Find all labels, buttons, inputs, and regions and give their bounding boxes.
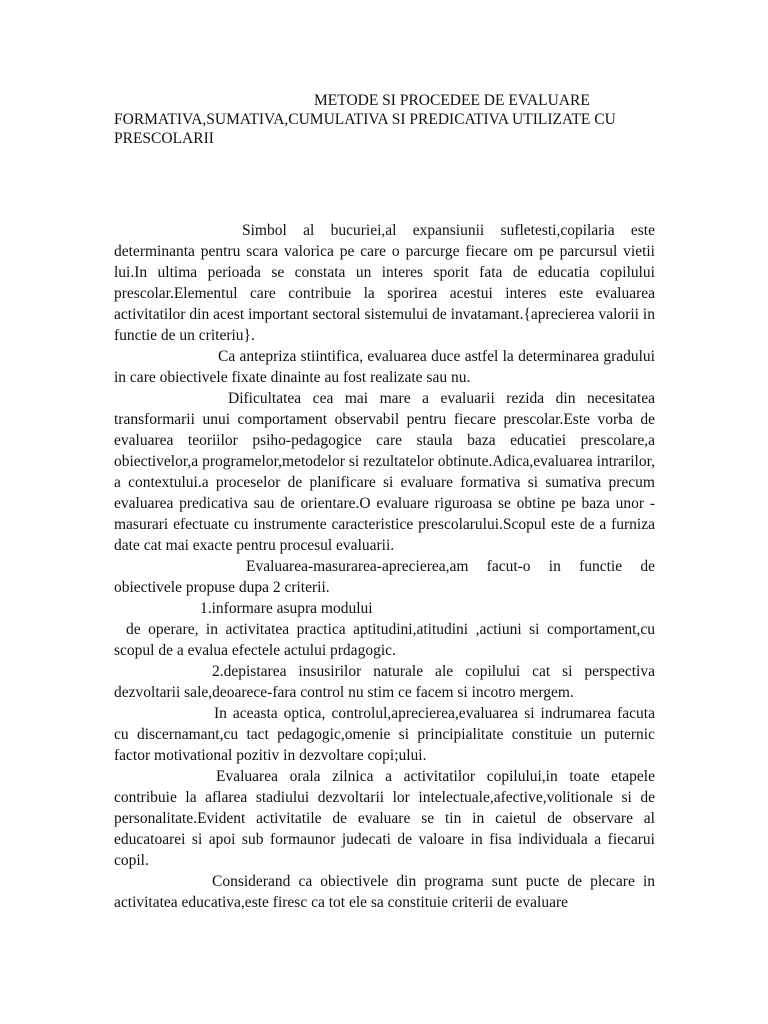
criterion-1-heading: 1.informare asupra modului: [200, 600, 373, 617]
document-title: METODE SI PROCEDEE DE EVALUARE FORMATIVA,SUMATIVA,CUMULATIVA SI PREDICATIVA UTILIZATE CU PRESCOLARII: [114, 92, 616, 147]
paragraph-dificultatea: Dificultatea cea mai mare a evaluarii rezida din necesitatea transformarii unui comportament observabil pentru fiecare prescolar.Este vorba de evaluarea teoriilor psiho-pedagogice care staula baza educatiei prescolare,a obiectivelor,a programelor,metodelor si rezultatelor obtinute.Adica,evaluarea intrarilor, a contextului.a proceselor de planificare si evaluare formativa si sumativa precum evaluarea predicativa sau de orientare.O evaluare riguroasa se obtine pe baza unor -masurari efectuate cu instrumente caracteristice prescolarului.Scopul este de a furniza date cat mai exacte pentru procesul evaluarii.: [114, 390, 655, 554]
paragraph-evaluarea-masurarea: Evaluarea-masurarea-aprecierea,am facut-o in functie de obiectivele propuse dupa 2 criterii.: [114, 558, 655, 596]
document-body: [114, 220, 655, 913]
criterion-1-text: de operare, in activitatea practica aptitudini,atitudini ,actiuni si comportament,cu scopul de a evalua efectele actului prdagogic.: [114, 621, 655, 659]
document-page: [114, 91, 655, 913]
paragraph-simbol: Simbol al bucuriei,al expansiunii sufletesti,copilaria este determinanta pentru scara valorica pe care o parcurge fiecare om pe parcursul vietii lui.In ultima perioada se constata un interes sporit fata de educatia copilului prescolar.Elementul care contribuie la sporirea acestui interes este evaluarea activitatilor din acest important sectoral sistemului de invatamant.{aprecierea valorii in functie de un criteriu}.: [114, 222, 655, 344]
paragraph-antepriza: Ca antepriza stiintifica, evaluarea duce astfel la determinarea gradului in care obiectivele fixate dinainte au fost realizate sau nu.: [114, 348, 655, 386]
paragraph-considerand: Considerand ca obiectivele din programa sunt pucte de plecare in activitatea educativa,este firesc ca tot ele sa constituie criterii de evaluare: [114, 873, 655, 911]
criterion-2-text: 2.depistarea insusirilor naturale ale copilului cat si perspectiva dezvoltarii sale,deoarece-fara control nu stim ce facem si incotro mergem.: [114, 663, 655, 701]
paragraph-optica: In aceasta optica, controlul,aprecierea,evaluarea si indrumarea facuta cu discernamant,cu tact pedagogic,omenie si principialitate constituie un puternic factor motivational pozitiv in dezvoltare copi;ului.: [114, 705, 655, 764]
paragraph-evaluarea-orala: Evaluarea orala zilnica a activitatilor copilului,in toate etapele contribuie la aflarea stadiului dezvoltarii lor intelectuale,afective,volitionale si de personalitate.Evident activitatile de evaluare se tin in caietul de observare al educatoarei si apoi sub formaunor judecati de valoare in fisa individuala a fiecarui copil.: [114, 768, 655, 869]
